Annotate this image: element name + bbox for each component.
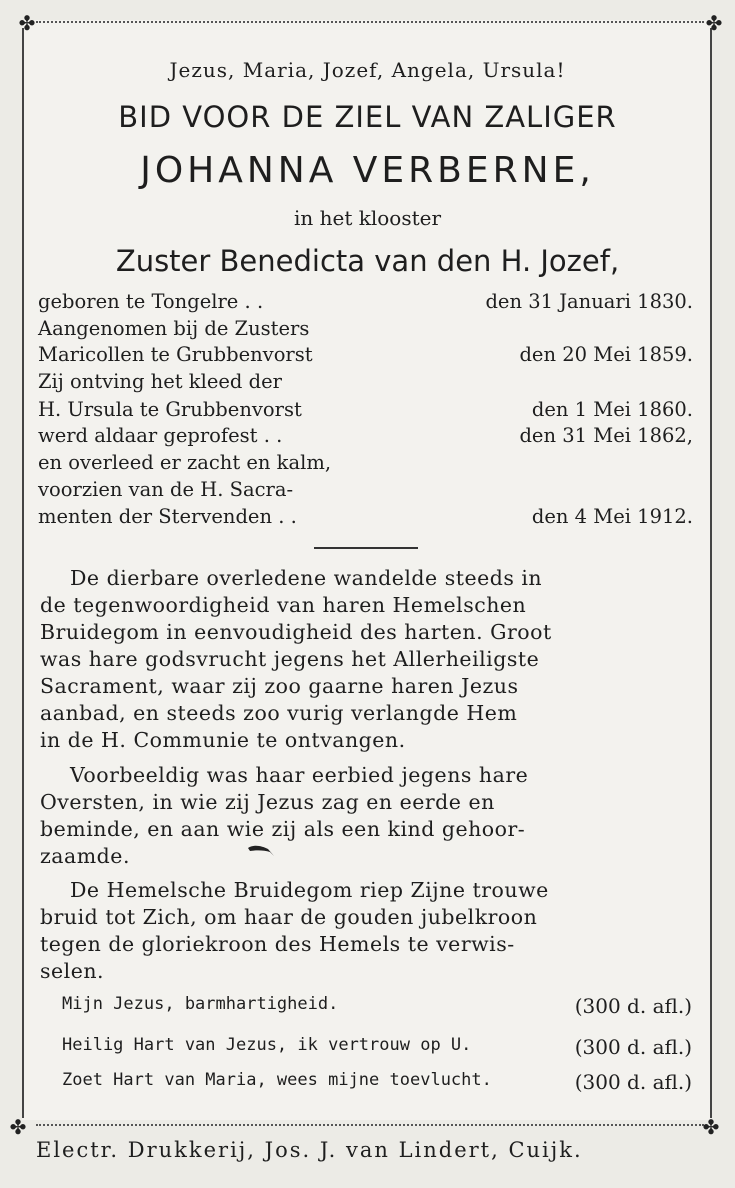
deceased-name: JOHANNA VERBERNE, [140, 150, 595, 191]
paragraph-line: zaamde. [40, 844, 130, 868]
corner-ornament-icon: ✤ [9, 1115, 27, 1139]
prayer-row [62, 994, 692, 1022]
indulgence: (300 d. afl.) [574, 994, 692, 1018]
paragraph-line: Voorbeeldig was haar eerbied jegens hare [70, 763, 529, 787]
bio-event: en overleed er zacht en kalm, [38, 451, 332, 474]
corner-ornament-icon: ✤ [702, 1115, 720, 1139]
bio-row [38, 478, 693, 506]
ink-smudge [246, 842, 278, 860]
bio-date: den 20 Mei 1859. [519, 343, 693, 366]
paragraph-line: De Hemelsche Bruidegom riep Zijne trouwe [70, 878, 549, 902]
prayer-text: Zoet Hart van Maria, wees mijne toevlucht. [62, 1070, 492, 1090]
paragraph-line: aanbad, en steeds zoo vurig verlangde Hem [40, 701, 518, 725]
indulgence: (300 d. afl.) [574, 1070, 692, 1094]
bottom-border [36, 1124, 704, 1126]
left-border [22, 28, 24, 1118]
religious-name: Zuster Benedicta van den H. Jozef, [115, 244, 620, 278]
prayer-heading: BID VOOR DE ZIEL VAN ZALIGER [118, 100, 617, 134]
prayer-row [62, 1035, 692, 1063]
bio-row [38, 505, 693, 533]
bio-event: Zij ontving het kleed der [38, 370, 282, 393]
paragraph-line: selen. [40, 959, 105, 983]
section-divider [314, 547, 418, 549]
paragraph-line: was hare godsvrucht jegens het Allerheiligste [40, 647, 540, 671]
bio-row [38, 317, 693, 345]
paragraph-line: Sacrament, waar zij zoo gaarne haren Jezus [40, 674, 519, 698]
paragraph-line: in de H. Communie te ontvangen. [40, 728, 406, 752]
bio-event: Maricollen te Grubbenvorst [38, 343, 313, 366]
bio-date: den 31 Mei 1862, [519, 424, 693, 447]
paragraph-line: Oversten, in wie zij Jezus zag en eerde en [40, 790, 495, 814]
bio-event: voorzien van de H. Sacra- [38, 478, 294, 501]
bio-event: Aangenomen bij de Zusters [38, 317, 310, 340]
bio-event: werd aldaar geprofest . . [38, 424, 283, 447]
bio-date: den 1 Mei 1860. [531, 398, 693, 421]
paragraph-line: beminde, en aan wie zij als een kind gehoor- [40, 817, 526, 841]
paragraph-line: Bruidegom in eenvoudigheid des harten. Groot [40, 620, 552, 644]
invocation: Jezus, Maria, Jozef, Angela, Ursula! [169, 58, 566, 82]
prayer-text: Mijn Jezus, barmhartigheid. [62, 994, 339, 1014]
bio-row [38, 343, 693, 371]
paragraph-line: de tegenwoordigheid van haren Hemelschen [40, 593, 527, 617]
bio-row [38, 290, 693, 318]
right-border [710, 28, 712, 1118]
bio-event: H. Ursula te Grubbenvorst [38, 398, 302, 421]
bio-row [38, 451, 693, 479]
prayer-text: Heilig Hart van Jezus, ik vertrouw op U. [62, 1035, 472, 1055]
top-border [36, 21, 704, 23]
bio-event: geboren te Tongelre . . [38, 290, 264, 313]
paragraph-line: bruid tot Zich, om haar de gouden jubelkroon [40, 905, 538, 929]
bio-row [38, 424, 693, 452]
bio-date: den 4 Mei 1912. [531, 505, 693, 528]
prayer-row [62, 1070, 692, 1098]
bio-event: menten der Stervenden . . [38, 505, 297, 528]
corner-ornament-icon: ✤ [705, 11, 723, 35]
paragraph-line: De dierbare overledene wandelde steeds in [70, 566, 543, 590]
bio-row [38, 398, 693, 426]
klooster-label: in het klooster [293, 206, 442, 230]
corner-ornament-icon: ✤ [18, 11, 36, 35]
bio-row [38, 370, 693, 398]
printer-imprint: Electr. Drukkerij, Jos. J. van Lindert, Cuijk. [36, 1138, 583, 1162]
indulgence: (300 d. afl.) [574, 1035, 692, 1059]
paragraph-line: tegen de gloriekroon des Hemels te verwis- [40, 932, 515, 956]
bio-date: den 31 Januari 1830. [485, 290, 693, 313]
